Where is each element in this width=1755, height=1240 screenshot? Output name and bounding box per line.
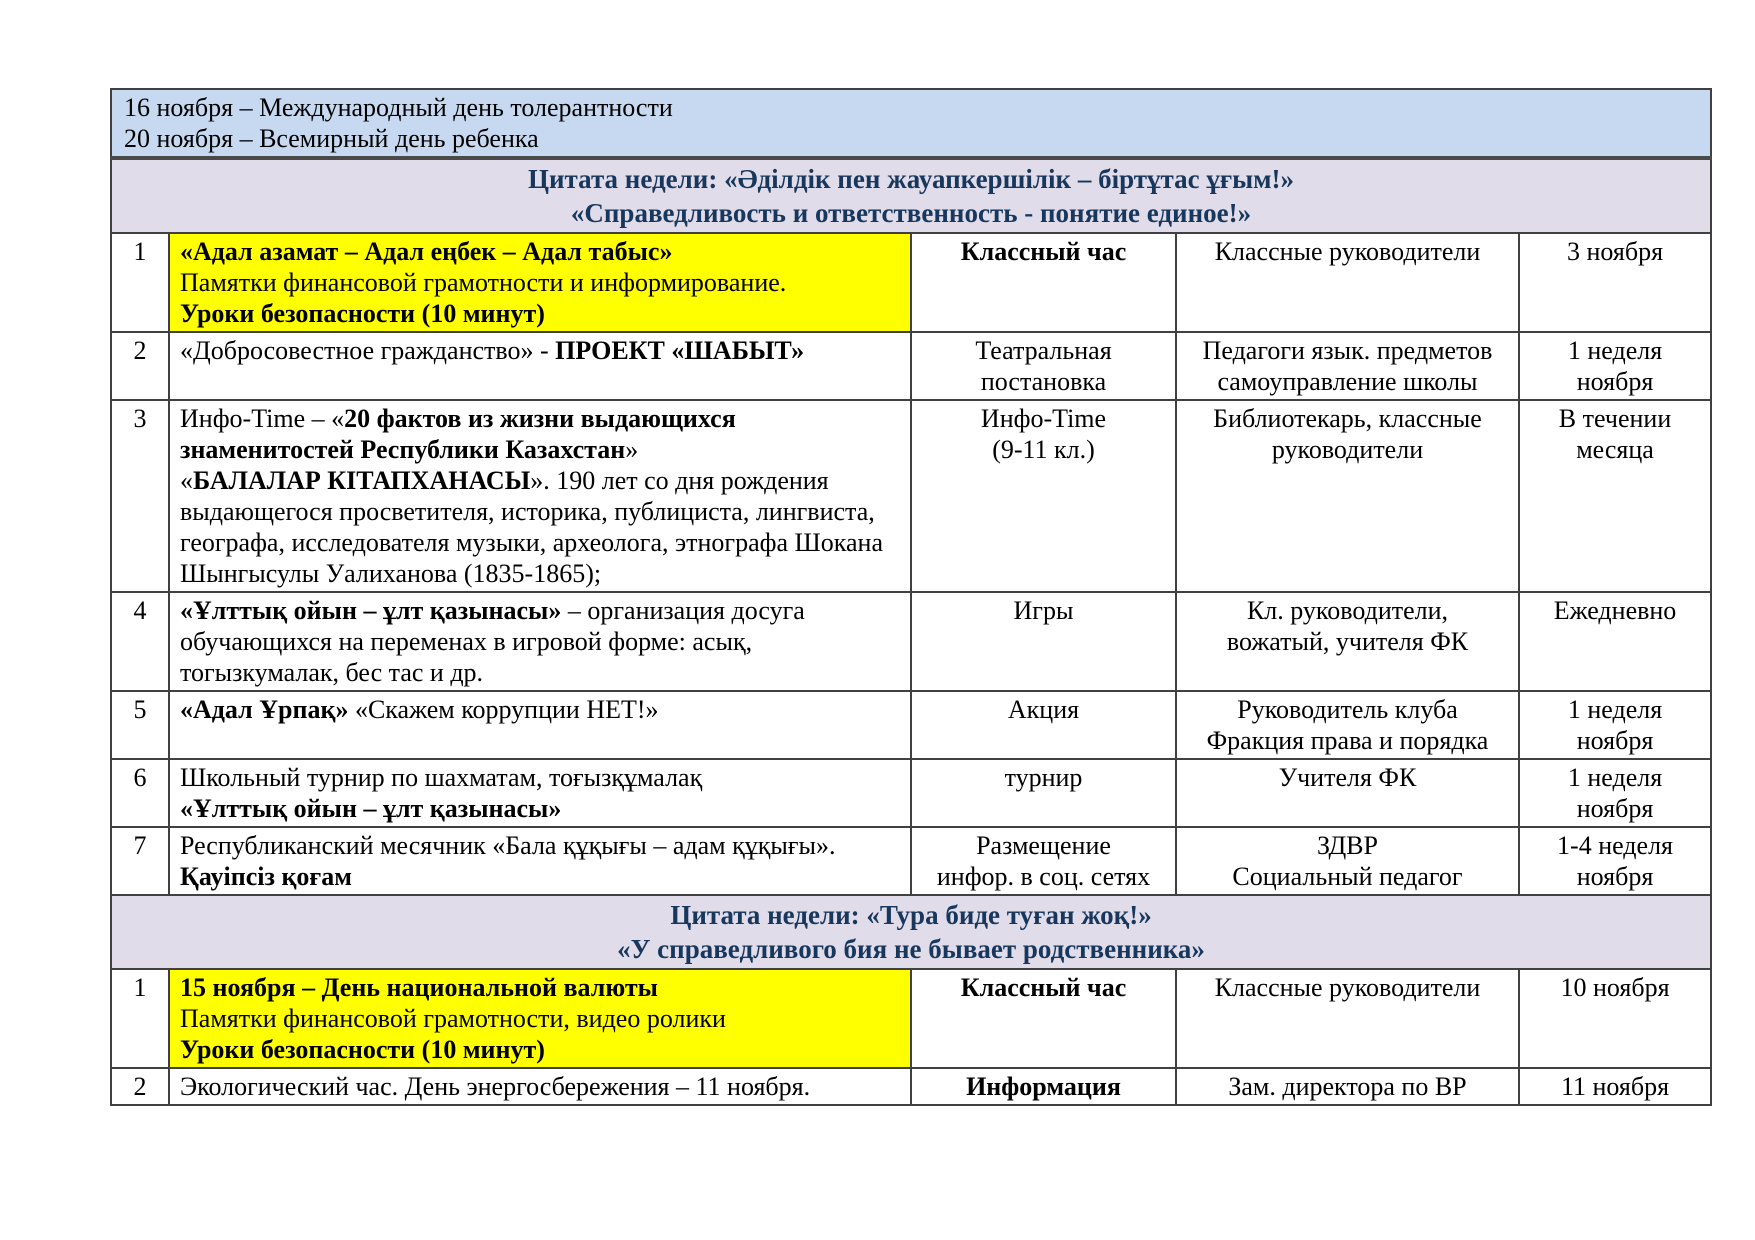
activity-paragraph — [180, 694, 900, 725]
cell-line: Классные руководители — [1214, 237, 1481, 266]
table-row — [111, 759, 1711, 827]
activity-paragraph — [180, 403, 900, 465]
cell-line: 3 ноября — [1566, 237, 1664, 266]
cell-line: В течении — [1558, 404, 1672, 433]
cell-line: Зам. директора по ВР — [1228, 1072, 1467, 1101]
text-span: Памятки финансовой грамотности и информирование. — [180, 268, 787, 297]
cell-line: Классные руководители — [1214, 973, 1481, 1002]
cell-line: Учителя ФК — [1278, 763, 1417, 792]
activity-cell — [169, 969, 911, 1068]
activity-cell — [169, 400, 911, 592]
activity-paragraph — [180, 762, 900, 793]
cell-line: постановка — [980, 367, 1107, 396]
cell-line: месяца — [1576, 435, 1654, 464]
format-cell — [911, 1068, 1176, 1105]
format-cell — [911, 691, 1176, 759]
responsible-cell — [1176, 759, 1519, 827]
text-span: – организация досуга обучающихся на переменах в игровой форме: асық, тогызкумалак, бес тас и др. — [180, 596, 805, 687]
cell-line: Инфо-Time — [980, 404, 1107, 433]
activity-cell — [169, 759, 911, 827]
cell-line: (9-11 кл.) — [992, 435, 1095, 464]
date-cell — [1519, 400, 1711, 592]
text-span: ». 190 лет со дня рождения выдающегося просветителя, историка, публициста, лингвиста, географа, исследователя музыки, археолога, этнографа Шокана Шынгысулы Уалиханова (1835-1865); — [180, 466, 883, 588]
activity-paragraph — [180, 1071, 900, 1102]
cell-line: ЗДВР — [1317, 831, 1378, 860]
activity-paragraph — [180, 1003, 900, 1034]
activity-paragraph — [180, 335, 900, 366]
cell-line: Педагоги язык. предметов — [1202, 336, 1493, 365]
row-number-cell: 2 — [111, 332, 169, 400]
cell-line: Классный час — [960, 237, 1127, 266]
text-span: «Скажем коррупции НЕТ!» — [348, 695, 659, 724]
responsible-cell — [1176, 233, 1519, 332]
date-cell — [1519, 233, 1711, 332]
table-row — [111, 400, 1711, 592]
cell-line: Информация — [966, 1072, 1121, 1101]
cell-line: 1 неделя — [1567, 695, 1663, 724]
weekly-plan-table — [110, 88, 1712, 1106]
quote-row — [111, 158, 1711, 233]
quote-line: Цитата недели: «Әділдік пен жауапкершілік – біртұтас ұғым!» — [528, 164, 1295, 194]
text-span: Инфо-Time – « — [180, 404, 345, 433]
text-span: «Добросовестное гражданство» - — [180, 336, 556, 365]
format-cell — [911, 827, 1176, 895]
cell-line: Библиотекарь, классные — [1213, 404, 1482, 433]
activity-paragraph — [180, 595, 900, 688]
format-cell — [911, 969, 1176, 1068]
text-span: » — [625, 435, 639, 464]
format-cell — [911, 400, 1176, 592]
text-span: Школьный турнир по шахматам, тоғызқұмалақ — [180, 763, 703, 792]
cell-line: 1-4 неделя — [1557, 831, 1674, 860]
responsible-cell — [1176, 969, 1519, 1068]
cell-line: ноября — [1576, 726, 1654, 755]
table-row — [111, 1068, 1711, 1105]
date-cell — [1519, 332, 1711, 400]
row-number-cell: 7 — [111, 827, 169, 895]
date-cell — [1519, 592, 1711, 691]
text-span: Уроки безопасности (10 минут) — [180, 1035, 545, 1064]
row-number-cell: 4 — [111, 592, 169, 691]
responsible-cell — [1176, 1068, 1519, 1105]
text-span: Экологический час. День энергосбережения – 11 ноября. — [180, 1072, 811, 1101]
responsible-cell — [1176, 592, 1519, 691]
row-number-cell: 1 — [111, 233, 169, 332]
activity-cell — [169, 1068, 911, 1105]
row-number-cell: 5 — [111, 691, 169, 759]
activity-paragraph — [180, 972, 900, 1003]
dates-header-row — [111, 89, 1711, 158]
cell-line: 10 ноября — [1560, 973, 1670, 1002]
cell-line: Фракция права и порядка — [1206, 726, 1489, 755]
responsible-cell — [1176, 691, 1519, 759]
activity-paragraph — [180, 298, 900, 329]
header-line: 20 ноября – Всемирный день ребенка — [124, 124, 539, 153]
cell-line: самоуправление школы — [1217, 367, 1478, 396]
quote-line: «Справедливость и ответственность - понятие единое!» — [570, 198, 1252, 228]
activity-cell — [169, 827, 911, 895]
text-span: «Адал азамат – Адал еңбек – Адал табыс» — [180, 237, 673, 266]
text-span: Республиканский месячник «Бала құқығы – адам құқығы». — [180, 831, 836, 860]
format-cell — [911, 233, 1176, 332]
activity-paragraph — [180, 1034, 900, 1065]
responsible-cell — [1176, 827, 1519, 895]
quote-row — [111, 895, 1711, 969]
cell-line: 11 ноября — [1560, 1072, 1670, 1101]
responsible-cell — [1176, 332, 1519, 400]
cell-line: Ежедневно — [1553, 596, 1677, 625]
table-row — [111, 592, 1711, 691]
date-cell — [1519, 691, 1711, 759]
date-cell — [1519, 827, 1711, 895]
cell-line: Кл. руководители, — [1246, 596, 1449, 625]
cell-line: ноября — [1576, 862, 1654, 891]
cell-line: Размещение — [976, 831, 1111, 860]
format-cell — [911, 592, 1176, 691]
quote-line: Цитата недели: «Тура биде туған жоқ!» — [670, 900, 1152, 930]
table-row — [111, 233, 1711, 332]
cell-line: инфор. в соц. сетях — [936, 862, 1151, 891]
cell-line: турнир — [1004, 763, 1083, 792]
activity-cell — [169, 332, 911, 400]
quote-cell — [111, 158, 1711, 233]
cell-line: вожатый, учителя ФК — [1226, 627, 1469, 656]
cell-line: Театральная — [975, 336, 1112, 365]
dates-header-cell — [111, 89, 1711, 158]
text-span: БАЛАЛАР КІТАПХАНАСЫ — [193, 466, 531, 495]
text-span: Қауіпсіз қоғам — [180, 862, 352, 891]
activity-paragraph — [180, 793, 900, 824]
activity-paragraph — [180, 465, 900, 589]
cell-line: 1 неделя — [1567, 336, 1663, 365]
text-span: « — [180, 466, 193, 495]
row-number-cell: 2 — [111, 1068, 169, 1105]
responsible-cell — [1176, 400, 1519, 592]
cell-line: ноября — [1576, 794, 1654, 823]
date-cell — [1519, 759, 1711, 827]
table-row — [111, 969, 1711, 1068]
text-span: 20 фактов из жизни выдающихся знаменитостей Республики Казахстан — [180, 404, 736, 464]
row-number-cell: 1 — [111, 969, 169, 1068]
activity-paragraph — [180, 236, 900, 267]
text-span: Памятки финансовой грамотности, видео ролики — [180, 1004, 726, 1033]
cell-line: Классный час — [960, 973, 1127, 1002]
table-row — [111, 691, 1711, 759]
cell-line: Акция — [1007, 695, 1080, 724]
row-number-cell: 6 — [111, 759, 169, 827]
text-span: «Ұлттық ойын – ұлт қазынасы» — [180, 596, 562, 625]
activity-paragraph — [180, 830, 900, 892]
text-span: «Ұлттық ойын – ұлт қазынасы» — [180, 794, 562, 823]
text-span: 15 ноября – День национальной валюты — [180, 973, 658, 1002]
activity-cell — [169, 592, 911, 691]
cell-line: Игры — [1013, 596, 1074, 625]
text-span: Уроки безопасности (10 минут) — [180, 299, 545, 328]
activity-cell — [169, 691, 911, 759]
table-row — [111, 827, 1711, 895]
text-span: ПРОЕКТ «ШАБЫТ» — [555, 336, 805, 365]
activity-paragraph — [180, 267, 900, 298]
table-row — [111, 332, 1711, 400]
cell-line: ноября — [1576, 367, 1654, 396]
format-cell — [911, 332, 1176, 400]
format-cell — [911, 759, 1176, 827]
cell-line: 1 неделя — [1567, 763, 1663, 792]
cell-line: Руководитель клуба — [1237, 695, 1458, 724]
header-line: 16 ноября – Международный день толерантности — [124, 93, 673, 122]
plan-table-body — [111, 89, 1711, 1105]
date-cell — [1519, 969, 1711, 1068]
date-cell — [1519, 1068, 1711, 1105]
text-span: «Адал Ұрпақ» — [180, 695, 349, 724]
quote-cell — [111, 895, 1711, 969]
row-number-cell: 3 — [111, 400, 169, 592]
cell-line: Социальный педагог — [1232, 862, 1463, 891]
quote-line: «У справедливого бия не бывает родственника» — [617, 934, 1205, 964]
activity-cell — [169, 233, 911, 332]
cell-line: руководители — [1271, 435, 1424, 464]
